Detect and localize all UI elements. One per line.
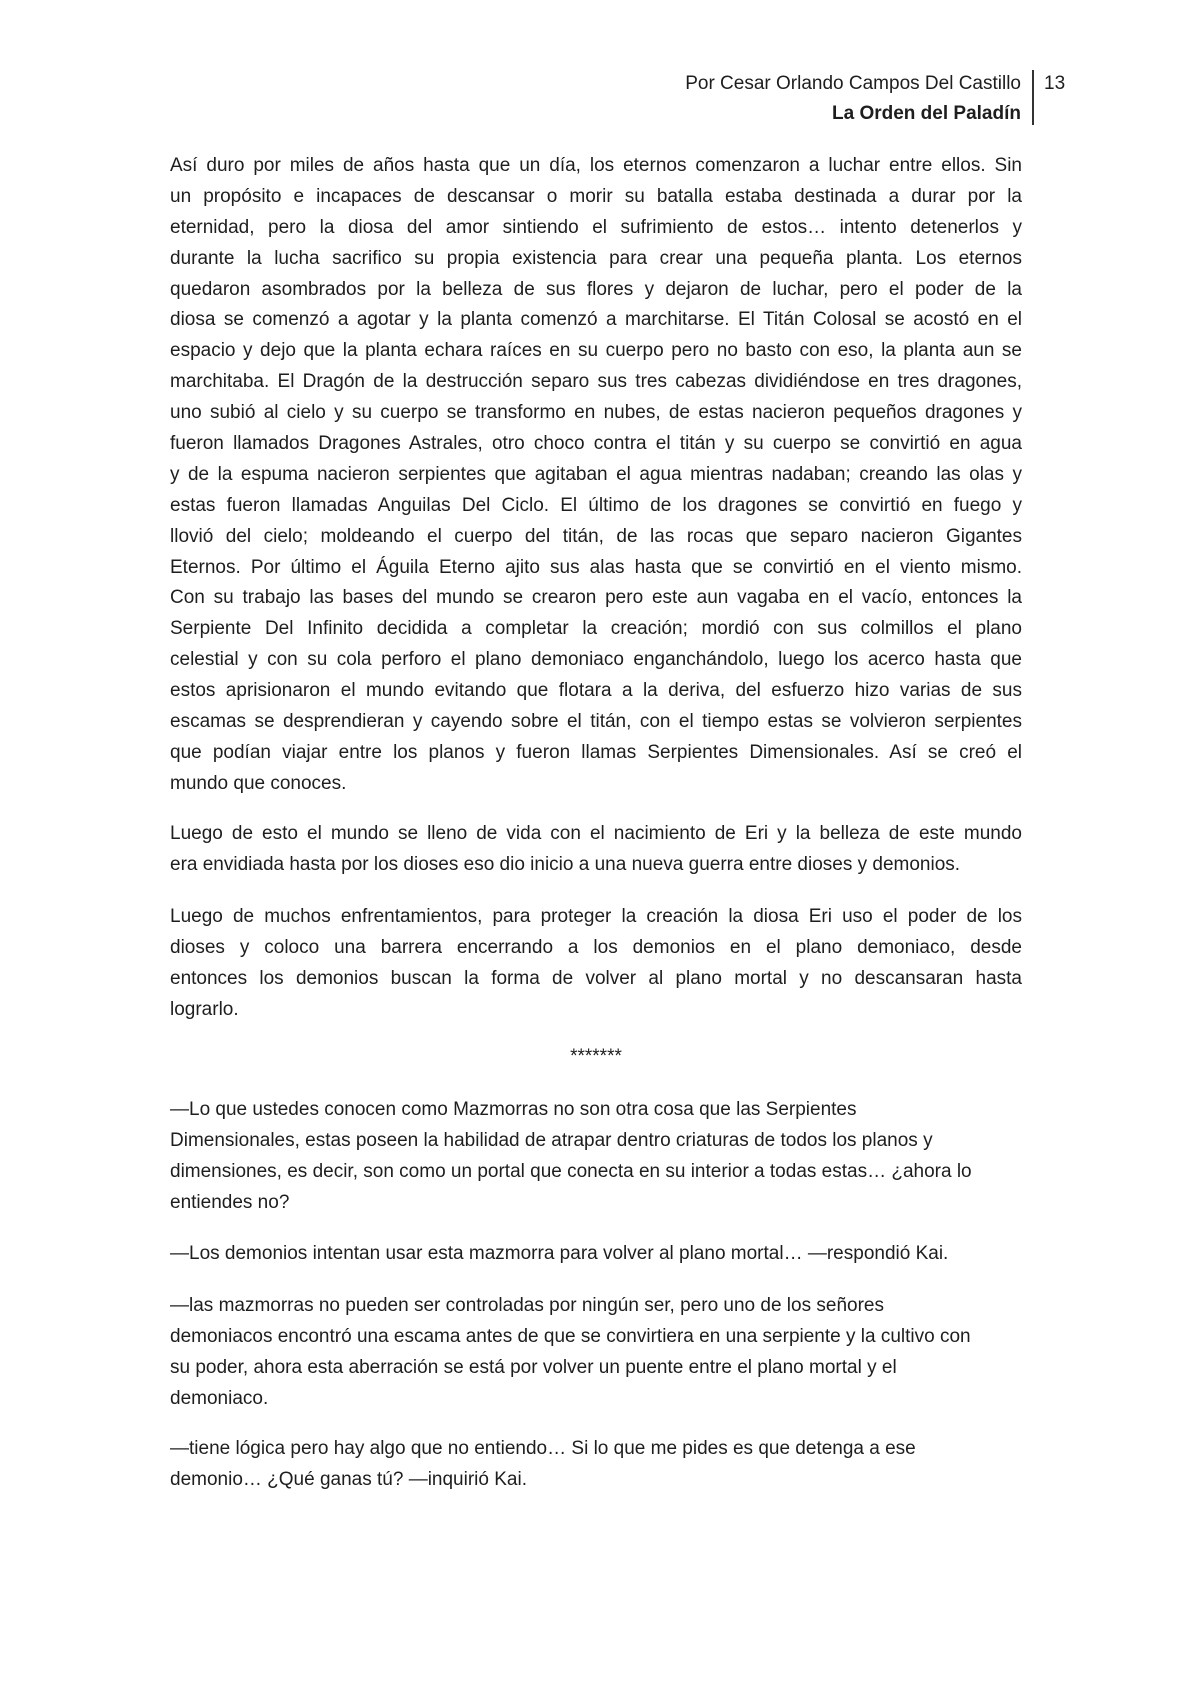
text-line: Así duro por miles de años hasta que un día, los eternos comenzaron a luchar entre ellos. Sin (170, 155, 1022, 176)
text-line: y de la espuma nacieron serpientes que agitaban el agua mientras nadaban; creando las olas y (170, 463, 1022, 485)
text-line: —Lo que ustedes conocen como Mazmorras no son otra cosa que las Serpientes (170, 1099, 857, 1120)
page-number: 13 (1044, 73, 1066, 94)
text-line: —Los demonios intentan usar esta mazmorra para volver al plano mortal… —respondió Kai. (170, 1243, 949, 1264)
text-line: llovió del cielo; moldeando el cuerpo del titán, de las rocas que separo nacieron Gigantes (170, 525, 1022, 547)
text-line: dioses y coloco una barrera encerrando a los demonios en el plano demoniaco, desde (170, 936, 1022, 958)
dialogue-paragraph (170, 1434, 1022, 1496)
scene-separator: ******* (570, 1046, 622, 1067)
text-line: su poder, ahora esta aberración se está por volver un puente entre el plano mortal y el (170, 1356, 897, 1378)
text-line: durante la lucha sacrifico su propia existencia para crear una pequeña planta. Los eternos (170, 247, 1022, 269)
text-line: demoniacos encontró una escama antes de que se convirtiera en una serpiente y la cultivo con (170, 1325, 971, 1347)
text-line: eternidad, pero la diosa del amor sintiendo el sufrimiento de estos… intento detenerlos y (170, 216, 1022, 238)
text-line: Luego de esto el mundo se lleno de vida con el nacimiento de Eri y la belleza de este mundo (170, 823, 1022, 844)
text-line: Eternos. Por último el Águila Eterno ajito sus alas hasta que se convirtió en el viento mismo. (170, 556, 1022, 578)
text-line: marchitaba. El Dragón de la destrucción separo sus tres cabezas dividiéndose en tres dragones, (170, 371, 1022, 393)
dialogue-paragraph (170, 1291, 1022, 1415)
text-line: Con su trabajo las bases del mundo se crearon pero este aun vagaba en el vacío, entonces la (170, 587, 1022, 609)
paragraph (170, 819, 1022, 881)
text-line: estas fueron llamadas Anguilas Del Ciclo. El último de los dragones se convirtió en fuego y (170, 494, 1022, 516)
text-line: escamas se desprendieran y cayendo sobre el titán, con el tiempo estas se volvieron serpientes (170, 711, 1022, 733)
text-line: un propósito e incapaces de descansar o morir su batalla estaba destinada a durar por la (170, 185, 1022, 207)
text-line: entonces los demonios buscan la forma de volver al plano mortal y no descansaran hasta (170, 967, 1022, 989)
text-line: dimensiones, es decir, son como un portal que conecta en su interior a todas estas… ¿ahora lo (170, 1160, 972, 1182)
header-book-title: La Orden del Paladín (832, 103, 1021, 124)
header-author: Por Cesar Orlando Campos Del Castillo (685, 73, 1021, 94)
text-line: fueron llamados Dragones Astrales, otro choco contra el titán y su cuerpo se convirtió en agua (170, 433, 1022, 455)
text-line: demonio… ¿Qué ganas tú? —inquirió Kai. (170, 1468, 527, 1490)
text-line: Luego de muchos enfrentamientos, para proteger la creación la diosa Eri uso el poder de los (170, 906, 1022, 927)
text-line: —tiene lógica pero hay algo que no entiendo… Si lo que me pides es que detenga a ese (170, 1438, 916, 1459)
dialogue-paragraph (170, 1095, 1022, 1219)
text-line: celestial y con su cola perforo el plano demoniaco enganchándolo, luego los acerco hasta que (170, 649, 1022, 671)
text-line: estos aprisionaron el mundo evitando que flotara a la deriva, del esfuerzo hizo varias de sus (170, 680, 1022, 702)
text-line: Dimensionales, estas poseen la habilidad de atrapar dentro criaturas de todos los planos y (170, 1129, 933, 1151)
text-line: lograrlo. (170, 998, 239, 1020)
text-line: que podían viajar entre los planos y fueron llamas Serpientes Dimensionales. Así se creó el (170, 741, 1022, 763)
text-line: demoniaco. (170, 1387, 269, 1409)
paragraph (170, 902, 1022, 1026)
header-divider (1032, 70, 1034, 125)
text-line: era envidiada hasta por los dioses eso dio inicio a una nueva guerra entre dioses y demonios. (170, 853, 961, 875)
paragraph (170, 151, 1022, 800)
text-line: diosa se comenzó a agotar y la planta comenzó a marchitarse. El Titán Colosal se acostó en el (170, 309, 1022, 331)
dialogue-paragraph (170, 1239, 1022, 1270)
text-line: uno subió al cielo y su cuerpo se transformo en nubes, de estas nacieron pequeños dragones y (170, 402, 1022, 424)
text-line: Serpiente Del Infinito decidida a completar la creación; mordió con sus colmillos el plano (170, 618, 1022, 640)
text-line: quedaron asombrados por la belleza de sus flores y dejaron de luchar, pero el poder de la (170, 278, 1022, 300)
text-line: mundo que conoces. (170, 772, 347, 794)
text-line: espacio y dejo que la planta echara raíces en su cuerpo pero no basto con eso, la planta aun se (170, 340, 1022, 362)
text-line: entiendes no? (170, 1191, 290, 1213)
text-line: —las mazmorras no pueden ser controladas por ningún ser, pero uno de los señores (170, 1295, 884, 1316)
